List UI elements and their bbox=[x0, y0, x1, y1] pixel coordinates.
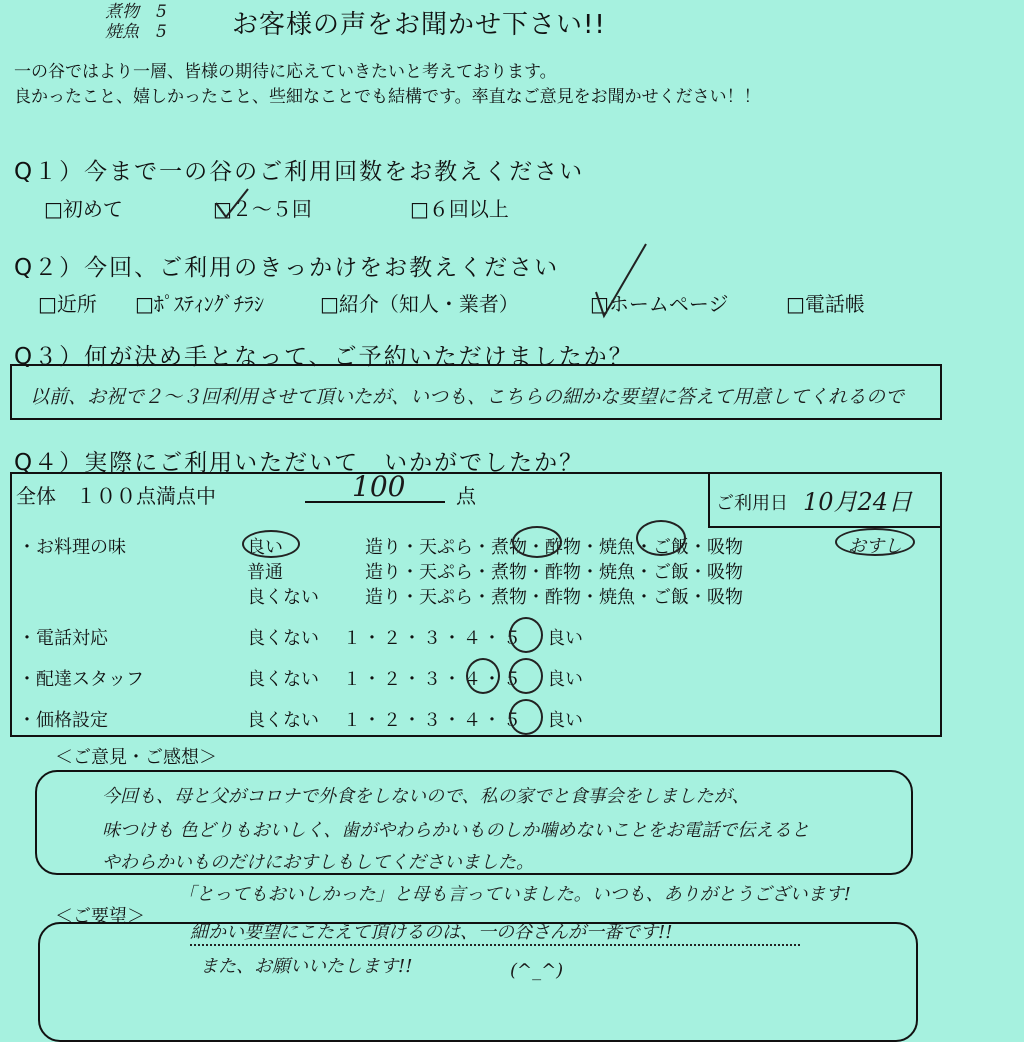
corner-note-line1: 煮物 5 bbox=[105, 2, 167, 22]
q1-question: Q１）今まで一の谷のご利用回数をお教えください bbox=[14, 159, 585, 185]
opinion-line3[interactable]: やわらかいものだけにおすしもしてくださいました。 bbox=[102, 852, 534, 873]
circle-delivery-5 bbox=[509, 658, 543, 694]
opinion-line1[interactable]: 今回も、母と父がコロナで外食をしないので、私の家でと食事会をしましたが、 bbox=[102, 786, 750, 807]
rating-good[interactable]: 良い bbox=[247, 537, 283, 558]
intro-line2: 良かったこと、嬉しかったこと、些細なことでも結構です。率直なご意見をお聞かせください！！ bbox=[14, 87, 761, 107]
overall-unit: 点 bbox=[456, 484, 476, 508]
request-line2[interactable]: 細かい要望にこたえて頂けるのは、一の谷さんが一番です!! bbox=[190, 922, 673, 943]
q2-option-flyer[interactable]: □ﾎﾟｽﾃｨﾝｸﾞﾁﾗｼ bbox=[135, 292, 264, 316]
q2-checkmark-icon bbox=[590, 240, 650, 320]
request-label: ＜ご要望＞ bbox=[55, 906, 145, 927]
rating-normal[interactable]: 普通 bbox=[247, 562, 283, 583]
q2-question: Q２）今回、ご利用のきっかけをお教えください bbox=[14, 255, 560, 281]
dishes-good[interactable]: 造り・天ぷら・煮物・酢物・焼魚・ご飯・吸物 bbox=[365, 537, 743, 558]
page-title: お客様の声をお聞かせ下さい!! bbox=[232, 10, 606, 40]
q3-answer bbox=[30, 382, 990, 412]
q2-option-homepage[interactable]: □ホームページ bbox=[590, 292, 729, 316]
opinion-line2[interactable]: 味つけも 色どりもおいしく、歯がやわらかいものしか噛めないことをお電話で伝えると bbox=[102, 820, 810, 841]
overall-label: 全体 １００点満点中 bbox=[16, 484, 216, 508]
scale-delivery-low: 良くない bbox=[247, 669, 319, 690]
circle-nimono bbox=[512, 526, 562, 558]
dishes-bad[interactable]: 造り・天ぷら・煮物・酢物・焼魚・ご飯・吸物 bbox=[365, 587, 743, 608]
overall-score[interactable]: 100 bbox=[352, 470, 406, 503]
q2-option-referral[interactable]: □紹介（知人・業者） bbox=[320, 292, 519, 316]
q3-answer-text: 以前、お祝で２～３回利用させて頂いたが、いつも、こちらの細かな要望に答えて用意してくれるので bbox=[30, 386, 905, 408]
scale-price-high: 良い bbox=[547, 710, 583, 731]
q1-option-6plus[interactable]: □６回以上 bbox=[410, 197, 509, 221]
scale-delivery-nums[interactable]: １・２・３・４・５ bbox=[343, 669, 523, 690]
q1-checkmark-icon bbox=[212, 185, 252, 225]
scale-delivery-high: 良い bbox=[547, 669, 583, 690]
dishes-normal[interactable]: 造り・天ぷら・煮物・酢物・焼魚・ご飯・吸物 bbox=[365, 562, 743, 583]
opinion-label: ＜ご意見・ご感想＞ bbox=[55, 747, 217, 768]
scale-price-label: ・価格設定 bbox=[18, 710, 108, 731]
scale-phone-high: 良い bbox=[547, 628, 583, 649]
q4-question: Q４）実際にご利用いただいて いかがでしたか？ bbox=[14, 450, 585, 476]
q2-option-neighborhood[interactable]: □近所 bbox=[38, 292, 97, 316]
circle-price-5 bbox=[509, 699, 543, 735]
q2-option-phonebook[interactable]: □電話帳 bbox=[786, 292, 865, 316]
q3-question: Q３）何が決め手となって、ご予約いただけましたか？ bbox=[14, 344, 634, 370]
request-line2-wavy-underline bbox=[190, 944, 800, 946]
q1-option-first[interactable]: □初めて bbox=[44, 197, 123, 221]
scale-phone-nums[interactable]: １・２・３・４・５ bbox=[343, 628, 523, 649]
scale-delivery-label: ・配達スタッフ bbox=[18, 669, 144, 690]
rating-bad[interactable]: 良くない bbox=[247, 587, 319, 608]
corner-note-line2: 焼魚 5 bbox=[105, 22, 167, 42]
circle-yakizakana bbox=[636, 520, 686, 556]
food-label: ・お料理の味 bbox=[18, 537, 126, 558]
intro-line1: 一の谷ではより一層、皆様の期待に応えていきたいと考えております。 bbox=[14, 62, 557, 82]
scale-price-nums[interactable]: １・２・３・４・５ bbox=[343, 710, 523, 731]
q1-option-2to5[interactable]: □２～５回 bbox=[213, 197, 312, 221]
date-label: ご利用日 bbox=[716, 493, 788, 514]
scale-phone-low: 良くない bbox=[247, 628, 319, 649]
corner-note bbox=[105, 2, 167, 42]
smiley-icon: (^_^) bbox=[510, 960, 564, 981]
circle-delivery-4 bbox=[466, 658, 500, 694]
circle-good bbox=[242, 530, 300, 558]
request-line3[interactable]: また、お願いいたします!! bbox=[200, 956, 413, 977]
overall-score-underline bbox=[305, 501, 445, 503]
scale-price-low: 良くない bbox=[247, 710, 319, 731]
circle-phone-5 bbox=[509, 617, 543, 653]
date-value[interactable]: 10月24日 bbox=[803, 488, 913, 516]
extra-dish: おすし bbox=[848, 536, 902, 557]
circle-sushi bbox=[835, 528, 915, 556]
scale-phone-label: ・電話対応 bbox=[18, 628, 108, 649]
request-line1[interactable]: 「とってもおいしかった」と母も言っていました。いつも、ありがとうございます! bbox=[178, 884, 851, 905]
